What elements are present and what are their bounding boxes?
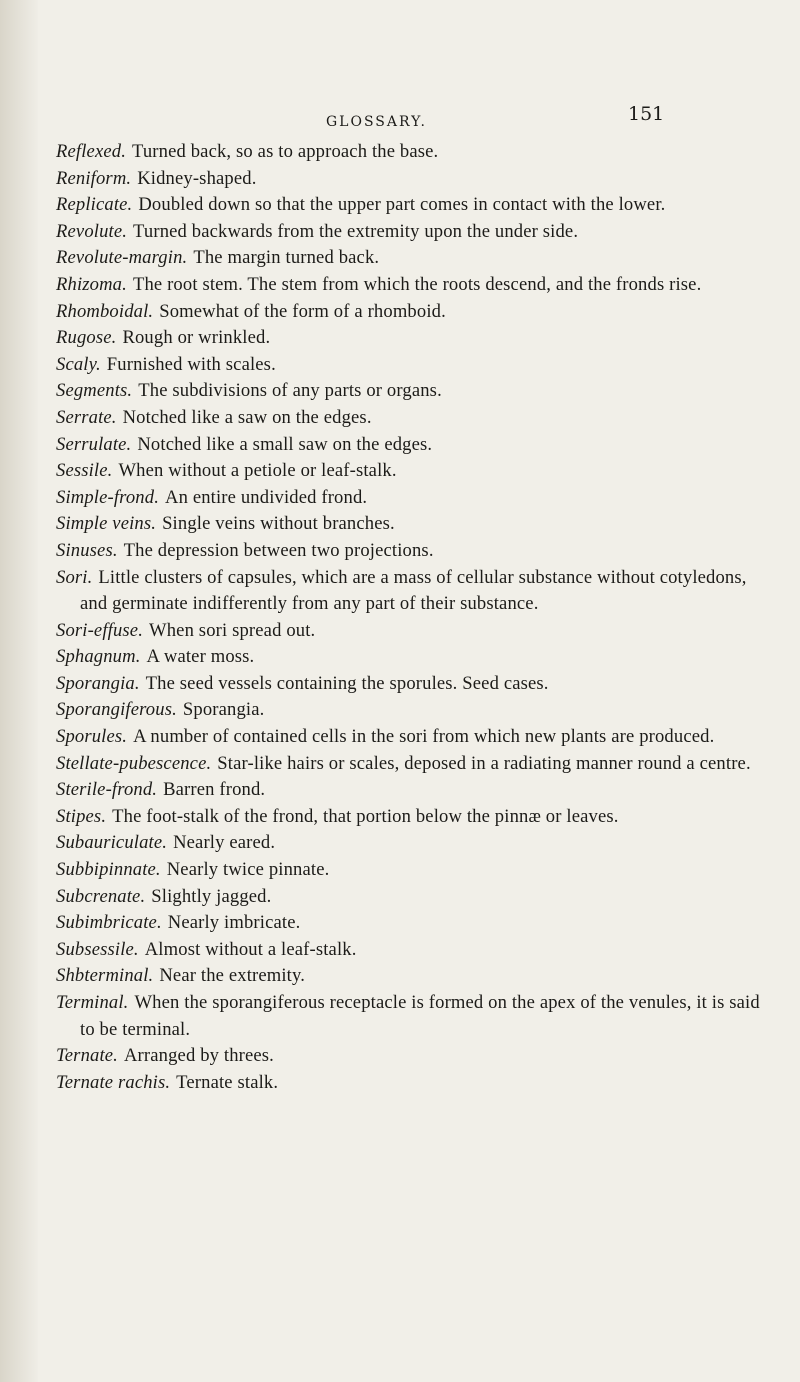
glossary-term: Subauriculate. [56, 832, 168, 854]
glossary-definition: Nearly imbricate. [167, 912, 301, 934]
glossary-entry [56, 857, 772, 884]
glossary-definition: Nearly twice pinnate. [166, 859, 330, 881]
glossary-term: Sessile. [56, 460, 113, 482]
glossary-entry [56, 697, 772, 724]
glossary-term: Replicate. [56, 194, 133, 216]
glossary-definition: Barren frond. [163, 779, 266, 801]
glossary-term: Sinuses. [56, 539, 118, 561]
glossary-term: Stellate-pubescence. [56, 752, 212, 774]
glossary-definition: The subdivisions of any parts or organs. [138, 380, 442, 402]
glossary-entry [56, 245, 772, 272]
glossary-entry [56, 458, 772, 485]
glossary-term: Simple-frond. [56, 486, 159, 508]
glossary-list [56, 139, 772, 1096]
glossary-term: Rhomboidal. [56, 300, 154, 322]
glossary-term: Terminal. [56, 992, 129, 1013]
glossary-entry [56, 830, 772, 857]
glossary-term: Serrulate. [56, 433, 132, 455]
glossary-definition: Almost without a leaf-stalk. [144, 938, 357, 960]
glossary-term: Scaly. [56, 353, 101, 375]
glossary-term: Sori-effuse. [56, 619, 144, 641]
glossary-entry [56, 937, 772, 964]
glossary-entry [56, 910, 772, 937]
glossary-term: Subsessile. [56, 938, 139, 960]
running-header: GLOSSARY. [326, 114, 428, 130]
glossary-term: Rugose. [56, 327, 117, 349]
glossary-entry [56, 777, 772, 804]
glossary-term: Sphagnum. [56, 646, 141, 668]
glossary-entry [56, 405, 772, 432]
glossary-entry [56, 325, 772, 352]
glossary-term: Simple veins. [56, 513, 157, 535]
page-gutter-shadow [0, 0, 38, 1382]
glossary-term: Revolute-margin. [56, 247, 188, 269]
glossary-definition: Kidney-shaped. [137, 167, 257, 189]
glossary-definition: When sori spread out. [149, 619, 316, 641]
glossary-entry [56, 192, 772, 219]
glossary-definition: Turned backwards from the extremity upon the under side. [133, 220, 579, 242]
glossary-entry [56, 1043, 772, 1070]
glossary-definition: The depression between two projections. [123, 539, 434, 561]
page-number: 151 [628, 103, 665, 125]
glossary-definition: When without a petiole or leaf-stalk. [118, 460, 397, 482]
glossary-entry [56, 963, 772, 990]
glossary-definition: The foot-stalk of the frond, that portion below the pinnæ or leaves. [112, 805, 619, 827]
glossary-term: Sori. [56, 566, 93, 588]
glossary-entry [56, 511, 772, 538]
glossary-entry [56, 485, 772, 512]
glossary-entry [56, 139, 772, 166]
glossary-definition: An entire undivided frond. [165, 486, 368, 508]
glossary-entry [56, 751, 772, 778]
glossary-definition: Ternate stalk. [176, 1071, 279, 1093]
glossary-term: Sporules. [56, 726, 128, 748]
glossary-entry [56, 990, 772, 1043]
glossary-definition: Turned back, so as to approach the base. [132, 141, 439, 162]
glossary-definition: The root stem. The stem from which the roots descend, and the fronds rise. [132, 273, 702, 295]
glossary-definition: When the sporangiferous receptacle is formed on the apex of the venules, it is said to be terminal. [80, 992, 760, 1040]
glossary-definition: Somewhat of the form of a rhomboid. [159, 300, 446, 322]
glossary-term: Segments. [56, 380, 133, 402]
glossary-term: Reniform. [56, 167, 132, 189]
glossary-term: Subbipinnate. [56, 859, 161, 881]
glossary-entry [56, 565, 772, 618]
glossary-term: Shbterminal. [56, 965, 154, 987]
glossary-term: Sporangia. [56, 672, 140, 694]
glossary-definition: A number of contained cells in the sori from which new plants are produced. [133, 726, 715, 748]
glossary-definition: Sporangia. [182, 699, 265, 721]
glossary-definition: Notched like a small saw on the edges. [137, 433, 433, 455]
glossary-term: Sterile-frond. [56, 779, 158, 801]
glossary-definition: Star-like hairs or scales, deposed in a radiating manner round a centre. [217, 752, 751, 774]
glossary-definition: Arranged by threes. [123, 1045, 274, 1067]
glossary-entry [56, 538, 772, 565]
glossary-definition: Rough or wrinkled. [122, 327, 271, 349]
glossary-entry [56, 1070, 772, 1097]
glossary-entry [56, 618, 772, 645]
glossary-definition: Little clusters of capsules, which are a mass of cellular substance without cotyledons, and germinate indifferently from any part of their substance. [80, 566, 747, 615]
glossary-definition: Near the extremity. [159, 965, 306, 987]
glossary-entry [56, 272, 772, 299]
glossary-term: Subimbricate. [56, 912, 162, 934]
glossary-term: Ternate rachis. [56, 1071, 171, 1093]
glossary-entry [56, 378, 772, 405]
glossary-definition: Doubled down so that the upper part comes in contact with the lower. [138, 194, 666, 216]
glossary-term: Serrate. [56, 406, 117, 428]
glossary-entry [56, 644, 772, 671]
glossary-entry [56, 671, 772, 698]
glossary-entry [56, 432, 772, 459]
glossary-term: Ternate. [56, 1045, 118, 1067]
glossary-definition: Slightly jagged. [151, 885, 272, 907]
glossary-definition: The margin turned back. [193, 247, 380, 269]
glossary-entry [56, 166, 772, 193]
glossary-term: Stipes. [56, 805, 107, 827]
glossary-entry [56, 352, 772, 379]
glossary-term: Sporangiferous. [56, 699, 177, 721]
glossary-definition: Single veins without branches. [162, 513, 395, 535]
glossary-term: Rhizoma. [56, 273, 127, 295]
glossary-definition: Nearly eared. [173, 832, 276, 854]
glossary-definition: Furnished with scales. [106, 353, 276, 375]
glossary-definition: A water moss. [146, 646, 255, 668]
glossary-term: Reflexed. [56, 141, 126, 162]
glossary-definition: The seed vessels containing the sporules. Seed cases. [145, 672, 549, 694]
glossary-entry [56, 299, 772, 326]
glossary-definition: Notched like a saw on the edges. [122, 406, 372, 428]
glossary-entry [56, 724, 772, 751]
glossary-entry [56, 884, 772, 911]
glossary-entry [56, 804, 772, 831]
glossary-term: Revolute. [56, 220, 128, 242]
glossary-term: Subcrenate. [56, 885, 146, 907]
glossary-entry [56, 219, 772, 246]
